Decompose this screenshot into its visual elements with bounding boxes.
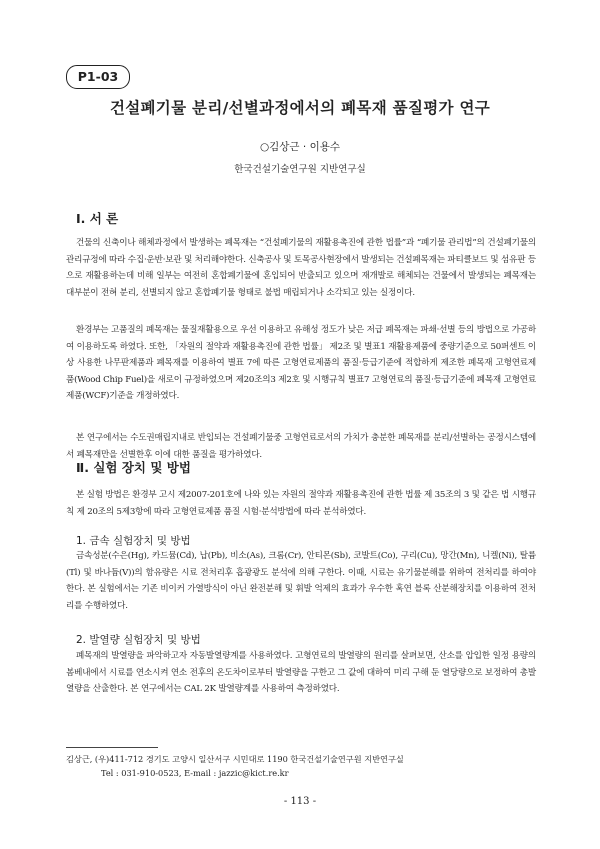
affiliation: 한국건설기술연구원 지반연구실 <box>234 164 366 175</box>
section-heading-introduction: Ⅰ. 서 론 <box>76 211 119 226</box>
metals-paragraph: 금속성분(수은(Hg), 카드뮴(Cd), 납(Pb), 비소(As), 크롬(Cr), 안티몬(Sb), 코발트(Co), 구리(Cu), 망간(Mn), 니켈(Ni), 탈륨(Tl) 및 바나듐(V))의 함유량은 시료 전처리후 흡광광도 분석에 의해 구한다. 이때, 시료는 유기물분해를 위하여 전처리를 하여야 한다. 본 실험에서는 기존 비이커 가열방식이 아닌 완전분해 및 휘발 억제의 효과가 우수한 혹연 블록 산분해장치를 이용하여 전처리를 수행하였다. <box>66 551 536 611</box>
authors: ○김상근 · 이용수 <box>259 141 341 153</box>
paper-title: 건설폐기물 분리/선별과정에서의 폐목재 품질평가 연구 <box>109 99 491 117</box>
intro-paragraph-3: 본 연구에서는 수도권매립지내로 반입되는 건설폐기물중 고형연료로서의 가치가 충분한 폐목재를 분리/선별하는 공정시스템에서 폐목재만을 선별한후 이에 대한 품질을 평가하였다. <box>66 433 536 460</box>
methods-paragraph: 본 실험 방법은 환경부 고시 제2007-201호에 나와 있는 자원의 절약과 재활용촉진에 관한 법률 제 35조의 3 및 같은 법 시행규칙 제 20조의 5제3항에 따라 고형연료제품 품질 시험·분석방법에 따라 분석하였다. <box>66 490 536 517</box>
subsection-heading-metals: 1. 금속 실험장치 및 방법 <box>76 535 191 547</box>
page-number: - 113 - <box>283 796 317 807</box>
footnote-divider <box>66 747 158 748</box>
calorific-paragraph: 폐목재의 발열량을 파악하고자 자동발열량계를 사용하였다. 고형연료의 발열량의 원리를 살펴보면, 산소를 압입한 일정 용량의 봄베내에서 시료를 연소시켜 연소 전후의 온도차이로부터 발열량을 구한고 그 값에 대하여 미리 구해 둔 열당량으로 보정하여 총발열량을 산출한다. 본 연구에서는 CAL 2K 발열량계를 사용하여 측정하였다. <box>66 651 536 694</box>
footnote-contact: Tel : 031-910-0523, E-mail : jazzic@kict.re.kr <box>101 768 289 778</box>
intro-paragraph-2: 환경부는 고품질의 폐목재는 물질재활용으로 우선 이용하고 유해성 정도가 낮은 저급 폐목재는 파쇄·선별 등의 방법으로 가공하여 이용하도록 하였다. 또한, 「자원의 절약과 재활용촉진에 관한 법률」 제2조 및 별표1 재활용제품에 중량기준으로 50퍼센트 이상 사용한 나무판제품과 폐목재를 이용하여 별표 7에 따른 고형연료제품의 품질·등급기준에 적합하게 제조한 폐목재 고형연료제품(Wood Chip Fuel)을 새로이 규정하였으며 제20조의3 제2호 및 시행규칙 별표7 고형연료의 품질·등급기준에 폐목재 고형연료제품(WCF)기준을 개정하였다. <box>66 325 536 401</box>
footnote-address: 김상근, (우)411-712 경기도 고양시 일산서구 시민대로 1190 한국건설기술연구원 지반연구실 <box>66 754 404 764</box>
intro-paragraph-1: 건물의 신축이나 해체과정에서 발생하는 폐목재는 “건설폐기물의 재활용촉진에 관한 법률”과 “폐기물 관리법”의 건설폐기물의 관리규정에 따라 수집·운반·보관 및 처리해야한다. 신축공사 및 토목공사현장에서 발생되는 건설폐목재는 파티클보드 및 섬유판 등으로 재활용하는데 비해 일부는 여전히 혼합폐기물에 혼입되어 반출되고 있으며 재개발로 해체되는 건물에서 발생되는 폐목재는 대부분이 전혀 분리, 선별되지 않고 혼합폐기물 형태로 불법 매립되거나 소각되고 있는 실정이다. <box>66 238 536 298</box>
section-heading-methods: Ⅱ. 실험 장치 및 방법 <box>76 460 191 475</box>
session-code-badge: P1-03 <box>66 65 130 89</box>
subsection-heading-calorific: 2. 발열량 실험장치 및 방법 <box>76 634 201 646</box>
